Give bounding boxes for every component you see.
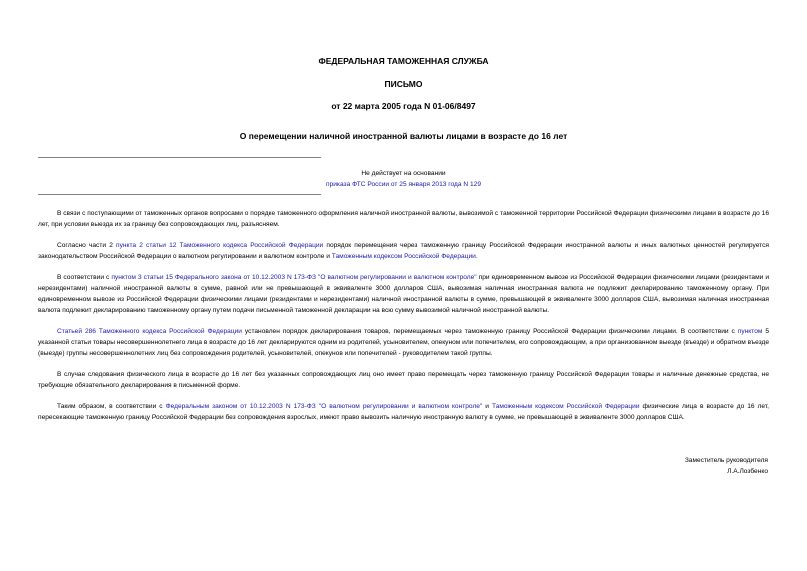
divider-bottom [38, 194, 321, 195]
paragraph-3-text-2: при единовременном вывозе из Российской Федерации физическими лицами (резидентами и нерезидентами) наличной иностранной валюты в сумме, равной или не превышающей в эквиваленте 3000 долларов США, вывозимая наличная иностранная валюта не подлежит декларированию таможенному органу. При единовременном вывозе из Российской Федерации физическими лицами (резидентами и нерезидентами) наличной иностранной валюты в сумме, превышающей в эквиваленте 3000 долларов США, вывозимая наличная иностранная валюта подлежит декларированию таможенному органу путем подачи письменной таможенной декларации на всю сумму вывозимой наличной иностранной валюты. [38, 274, 770, 314]
link-tk-article-12[interactable]: пункта 2 статьи 12 Таможенного кодекса Российской Федерации [116, 242, 324, 249]
document-body [38, 208, 769, 433]
document-title: О перемещении наличной иностранной валюты лицами в возрасте до 16 лет [239, 131, 568, 141]
paragraph-4-text-2: 5 указанной статьи товары несовершеннолетнего лица в возрасте до 16 лет декларируются одним из родителей, усыновителем, опекуном или попечителем, его сопровождающим, а при организованном выезде (въезде) и обратном въезде (выезде) группы несовершеннолетних лиц без сопровождения родителей, усыновителей, опекунов или попечителей - руководителем такой группы. [38, 328, 770, 357]
document-status [300, 168, 507, 190]
paragraph-3-text-1: В соответствии с [57, 274, 112, 281]
signatory-position: Заместитель руководителя [684, 457, 768, 464]
link-173fz-article-15[interactable]: пунктом 3 статьи 15 Федерального закона от 10.12.2003 N 173-ФЗ "О валютном регулировании и валютном контроле" [111, 274, 477, 281]
document-date: от 22 марта 2005 года N 01-06/8497 [331, 101, 476, 111]
signature-block [685, 455, 768, 477]
link-customs-code-2[interactable]: Таможенным кодексом Российской Федерации [492, 403, 640, 410]
paragraph-2-text-2: порядок перемещения через таможенную границу Российской Федерации иностранной валюты и иных валютных ценностей регулируется законодательством Российской Федерации о валютном регулировании и валютном контроле и [38, 242, 769, 260]
paragraph-5: В случае следования физического лица в возрасте до 16 лет без указанных сопровождающих лиц оно имеет право перемещать через таможенную границу Российской Федерации товары и наличные денежные средства, не требующие обязательного декларирования в письменной форме. [38, 371, 769, 389]
paragraph-3 [38, 272, 769, 316]
paragraph-2 [38, 240, 769, 262]
status-link[interactable]: приказа ФТС России от 25 января 2013 года N 129 [326, 181, 481, 188]
divider-top [38, 157, 321, 158]
paragraph-4 [38, 326, 769, 359]
link-tk-article-286[interactable]: Статьей 286 Таможенного кодекса Российской Федерации [57, 328, 242, 335]
link-173fz[interactable]: Федеральным законом от 10.12.2003 N 173-ФЗ "О валютном регулировании и валютном контроле" [165, 403, 483, 410]
link-point[interactable]: пунктом [737, 328, 763, 335]
paragraph-1: В связи с поступающими от таможенных органов вопросами о порядке таможенного оформления наличной иностранной валюты, вывозимой с таможенной территории Российской Федерации физическими лицами в возрасте до 16 лет, при условии выезда их за границу без сопровождающих лиц, разъясняем. [38, 210, 769, 228]
status-text: Не действует на основании [361, 170, 446, 177]
paragraph-4-text-1: установлен порядок декларирования товаров, перемещаемых через таможенную границу Российской Федерации физическими лицами. В соответствии с [241, 328, 738, 335]
paragraph-6 [38, 401, 769, 423]
paragraph-6-text-2: и [482, 403, 492, 410]
agency-heading: ФЕДЕРАЛЬНАЯ ТАМОЖЕННАЯ СЛУЖБА [318, 56, 489, 66]
paragraph-2-text-1: Согласно части 2 [57, 242, 116, 249]
document-type: ПИСЬМО [384, 79, 423, 89]
paragraph-2-text-3: . [475, 253, 478, 260]
paragraph-6-text-3: физические лица в возрасте до 16 лет, пересекающие таможенную границу Российской Федерации без сопровождения взрослых, имеют право вывозить наличную иностранную валюту в сумме, не превышающей в эквиваленте 3000 долларов США. [38, 403, 769, 421]
signatory-name: Л.А.Лозбенко [727, 468, 768, 475]
paragraph-6-text-1: Таким образом, в соответствии с [57, 403, 166, 410]
link-customs-code[interactable]: Таможенным кодексом Российской Федерации [331, 253, 476, 260]
